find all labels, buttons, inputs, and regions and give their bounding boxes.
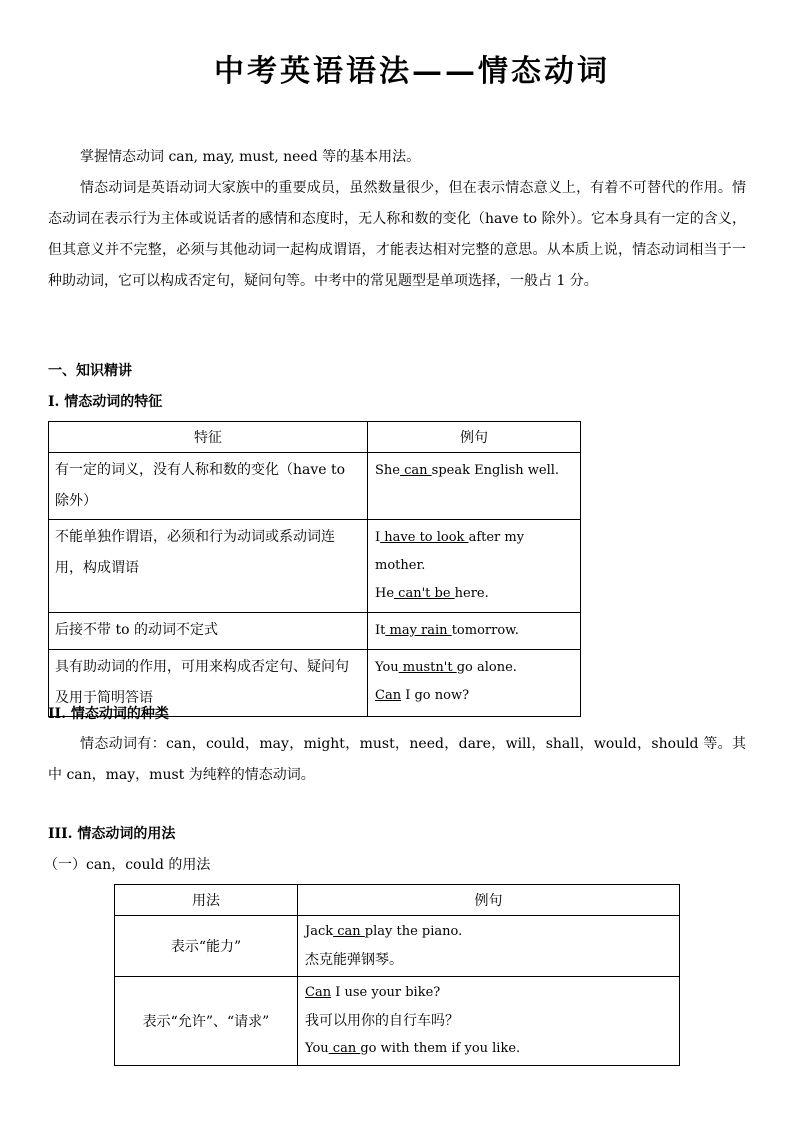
example-text: I xyxy=(375,530,381,545)
example-text: You xyxy=(375,660,399,675)
section-heading-knowledge: 一、知识精讲 xyxy=(48,363,132,379)
underlined-modal: can xyxy=(328,1041,361,1056)
feature-cell: 不能单独作谓语，必须和行为动词或系动词连用，构成谓语 xyxy=(49,520,368,613)
header-example: 例句 xyxy=(368,422,581,453)
subheading-types: II. 情态动词的种类 xyxy=(48,706,169,722)
example-text: here. xyxy=(454,586,489,601)
table-row xyxy=(115,916,680,977)
usage-cell: 表示“能力” xyxy=(115,916,298,977)
subheading-can-could: （一）can，could 的用法 xyxy=(44,857,211,873)
example-text: I go now? xyxy=(401,688,470,703)
example-cell xyxy=(298,916,680,977)
subheading-features: I. 情态动词的特征 xyxy=(48,394,163,410)
example-text: speak English well. xyxy=(431,463,560,478)
example-text: I use your bike? xyxy=(331,985,441,1000)
intro-paragraph-1: 掌握情态动词 can, may, must, need 等的基本用法。 xyxy=(80,149,421,165)
chinese-translation: 杰克能弹钢琴。 xyxy=(305,952,403,968)
feature-cell: 具有助动词的作用，可用来构成否定句、疑问句及用于简明答语 xyxy=(49,650,368,717)
underlined-modal: can xyxy=(333,924,365,939)
example-text: play the piano. xyxy=(364,924,463,939)
features-table xyxy=(48,421,581,717)
example-cell xyxy=(368,453,581,520)
underlined-modal: can't be xyxy=(394,586,455,601)
example-text: Jack xyxy=(305,924,334,939)
example-text: She xyxy=(375,463,400,478)
header-usage: 用法 xyxy=(115,885,298,916)
example-cell xyxy=(368,650,581,717)
subheading-usage: III. 情态动词的用法 xyxy=(48,826,176,842)
page-title: 中考英语语法——情态动词 xyxy=(214,54,610,89)
example-text: It xyxy=(375,623,386,638)
example-text: He xyxy=(375,586,395,601)
underlined-modal: have to look xyxy=(380,530,469,545)
intro-paragraph-2: 情态动词是英语动词大家族中的重要成员，虽然数量很少，但在表示情态意义上，有着不可替代的作用。情态动词在表示行为主体或说话者的感情和态度时，无人称和数的变化（have to 除外）。它本身具有一定的含义，但其意义并不完整，必须与其他动词一起构成谓语，才能表达相对完整的意思。从本质上说，情态动词相当于一种助动词，它可以构成否定句，疑问句等。中考中的常见题型是单项选择，一般占 1 分。 xyxy=(48,180,746,289)
table-row xyxy=(49,613,581,650)
table-header-row xyxy=(49,422,581,453)
example-cell xyxy=(298,977,680,1066)
can-could-table xyxy=(114,884,680,1066)
example-text: You xyxy=(305,1041,329,1056)
table-row xyxy=(115,977,680,1066)
table-row xyxy=(49,453,581,520)
example-cell xyxy=(368,613,581,650)
table-row xyxy=(49,520,581,613)
types-paragraph: 情态动词有：can，could，may，might，must，need，dare，will，shall，would，should 等。其中 can，may，must 为纯粹的情态动词。 xyxy=(48,736,746,783)
usage-cell: 表示“允许”、“请求” xyxy=(115,977,298,1066)
example-text: go with them if you like. xyxy=(360,1041,521,1056)
feature-cell: 有一定的词义，没有人称和数的变化（have to 除外） xyxy=(49,453,368,520)
example-cell xyxy=(368,520,581,613)
underlined-modal: Can xyxy=(305,985,332,1000)
chinese-translation: 我可以用你的自行车吗？ xyxy=(305,1013,459,1029)
header-example: 例句 xyxy=(298,885,680,916)
example-text: go alone. xyxy=(456,660,517,675)
underlined-modal: mustn't xyxy=(398,660,457,675)
underlined-modal: may rain xyxy=(385,623,452,638)
header-feature: 特征 xyxy=(49,422,368,453)
example-text: after my mother. xyxy=(375,530,525,573)
feature-cell: 后接不带 to 的动词不定式 xyxy=(49,613,368,650)
example-text: tomorrow. xyxy=(451,623,519,638)
underlined-modal: can xyxy=(399,463,432,478)
table-header-row xyxy=(115,885,680,916)
underlined-modal: Can xyxy=(375,688,402,703)
